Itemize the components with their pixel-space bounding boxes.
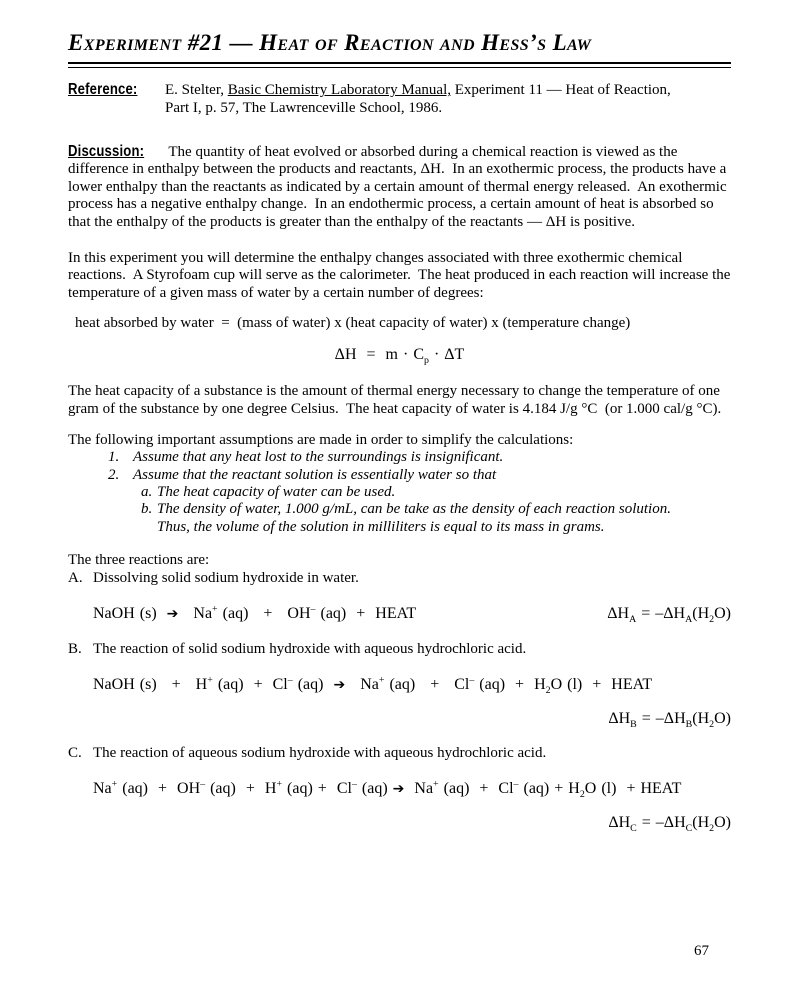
word-equation: heat absorbed by water = (mass of water) x (heat capacity of water) x (temperature change) <box>75 315 631 332</box>
reaction-b-equation-row <box>68 676 731 695</box>
assumption-item-1-text: Assume that any heat lost to the surroundings is insignificant. <box>133 449 504 466</box>
discussion-text: The quantity of heat evolved or absorbed during a chemical reaction is viewed as the difference in enthalpy between the products and reactants, ΔH. In an exothermic process, the products have a lower enthalpy than the reactants as indicated by a certain amount of thermal energy released. An exothermic process has a negative enthalpy change. In an endothermic process, a certain amount of heat is absorbed so that the enthalpy of the products is greater than the enthalpy of the reactants — ΔH is positive. <box>68 144 727 230</box>
assumption-subitem-b-number: b. <box>141 501 153 518</box>
reaction-c-heading <box>68 745 731 762</box>
reaction-a-heading-text: Dissolving solid sodium hydroxide in water. <box>93 569 359 586</box>
assumption-subitem-b-text: The density of water, 1.000 g/mL, can be take as the density of each reaction solution. <box>157 501 671 518</box>
reactions-intro: The three reactions are: <box>68 552 210 569</box>
reaction-c-enthalpy-row <box>68 814 731 833</box>
reference-label: Reference: <box>68 81 138 99</box>
reaction-c-heading-text: The reaction of aqueous sodium hydroxide with aqueous hydrochloric acid. <box>93 745 547 762</box>
reference-section <box>68 82 731 117</box>
reaction-a-letter: A. <box>68 569 83 586</box>
discussion-label: Discussion: <box>68 143 145 161</box>
title-rule <box>68 62 731 68</box>
reaction-c-equation: Na+ (aq) + OH– (aq) + H+ (aq) + Cl– (aq) ➔ Na+ (aq) + Cl– $(aq) + H_2O$ (l) + HEAT <box>93 779 682 801</box>
assumption-subitem-b <box>68 501 731 518</box>
reaction-a-enthalpy: $\Delta H_A = -\Delta H_A(H_2O)$ <box>607 605 731 626</box>
assumptions-intro: The following important assumptions are made in order to simplify the calculations: <box>68 431 574 448</box>
reaction-a-heading <box>68 570 731 587</box>
assumption-item-2-number: 2. <box>108 466 120 483</box>
reaction-c-letter: C. <box>68 745 82 762</box>
reaction-b-heading-text: The reaction of solid sodium hydroxide with aqueous hydrochloric acid. <box>93 640 527 657</box>
assumption-item-2 <box>68 467 731 484</box>
reaction-c-enthalpy: $\Delta H_C = -\Delta H_C(H_2O)$ <box>608 814 731 835</box>
reaction-b-enthalpy: $\Delta H_B = -\Delta H_B(H_2O)$ <box>608 709 731 730</box>
reaction-b-enthalpy-row <box>68 710 731 729</box>
enthalpy-equation: $\Delta H = m \cdot C_p \cdot \Delta T$ <box>334 345 465 366</box>
reaction-b-heading <box>68 641 731 658</box>
assumptions-section <box>68 432 731 536</box>
reaction-b-letter: B. <box>68 640 82 657</box>
assumption-subitem-a-text: The heat capacity of water can be used. <box>157 484 396 501</box>
page-title: Experiment #21 — Heat of Reaction and Hess’s Law <box>68 30 592 55</box>
assumption-subitem-b-continuation: Thus, the volume of the solution in milliliters is equal to its mass in grams. <box>157 518 605 535</box>
assumption-item-1-number: 1. <box>108 449 120 466</box>
assumption-subitem-a-number: a. <box>141 484 153 501</box>
assumption-subitem-a <box>68 484 731 501</box>
reaction-b-equation: NaOH (s) + H+ (aq) + Cl– (aq) ➔ Na+ (aq) + Cl– $(aq) + H_2O$ (l) + HEAT <box>93 674 653 697</box>
heat-capacity-paragraph: The heat capacity of a substance is the amount of thermal energy necessary to change the temperature of one gram of the substance by one degree Celsius. The heat capacity of water is 4.184 J/g °C (or 1.000 cal/g °C). <box>68 383 722 417</box>
reference-text: E. Stelter, Basic Chemistry Laboratory Manual, Experiment 11 — Heat of Reaction, Part I, p. 57, The Lawrenceville School, 1986. <box>165 82 671 116</box>
reaction-a-equation: NaOH (s) ➔ Na+ (aq) + OH– (aq) + HEAT <box>93 603 417 623</box>
page-number: 67 <box>694 943 709 959</box>
reaction-c-equation-row <box>68 780 731 799</box>
assumption-item-2-text: Assume that the reactant solution is essentially water so that <box>133 466 497 483</box>
reaction-a-equation-row <box>68 605 731 624</box>
experiment-intro-paragraph: In this experiment you will determine the enthalpy changes associated with three exothermic chemical reactions. A Styrofoam cup will serve as the calorimeter. The heat produced in each reaction will increase the temperature of a given mass of water by a certain number of degrees: <box>68 250 731 301</box>
assumption-item-1 <box>68 449 731 466</box>
discussion-paragraph <box>68 144 731 231</box>
